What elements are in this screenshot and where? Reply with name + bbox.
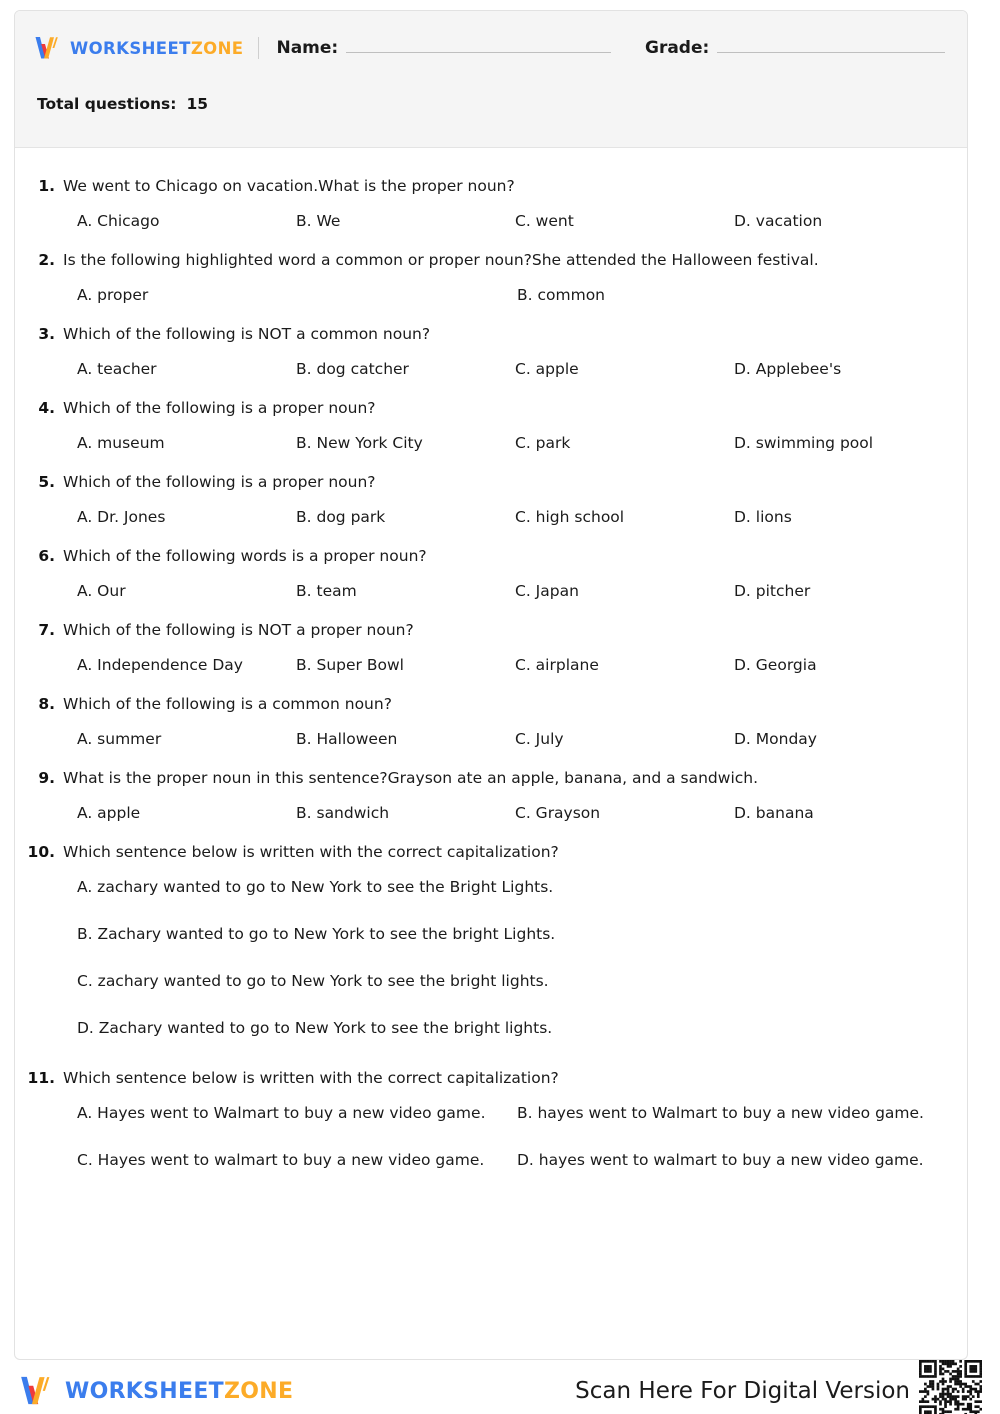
answer-option[interactable]: B. dog catcher xyxy=(296,360,409,378)
question-line xyxy=(15,1064,967,1092)
answer-option[interactable]: A. museum xyxy=(77,434,165,452)
answer-option[interactable]: D. lions xyxy=(734,508,792,526)
option-group xyxy=(15,506,967,528)
question-text: Which of the following is a proper noun? xyxy=(63,473,376,491)
footer-logo xyxy=(18,1374,293,1409)
name-input-line[interactable] xyxy=(346,39,611,53)
question-text: Which sentence below is written with the correct capitalization? xyxy=(63,1069,559,1087)
answer-option[interactable]: D. hayes went to walmart to buy a new video game. xyxy=(517,1151,924,1169)
answer-option[interactable]: A. Our xyxy=(77,582,126,600)
logo-word-zone: ZONE xyxy=(190,38,244,58)
question-block xyxy=(15,172,967,232)
question-block xyxy=(15,468,967,528)
question-block xyxy=(15,1064,967,1196)
option-group xyxy=(15,580,967,602)
answer-option[interactable]: C. went xyxy=(515,212,574,230)
answer-option[interactable]: C. Grayson xyxy=(515,804,601,822)
answer-option[interactable]: C. zachary wanted to go to New York to see the bright lights. xyxy=(77,972,549,990)
answer-option[interactable]: D. pitcher xyxy=(734,582,811,600)
answer-option[interactable]: A. Dr. Jones xyxy=(77,508,166,526)
question-block xyxy=(15,542,967,602)
question-line xyxy=(15,616,967,644)
answer-option[interactable]: A. Chicago xyxy=(77,212,160,230)
answer-option[interactable]: B. Super Bowl xyxy=(296,656,404,674)
answer-option[interactable]: B. New York City xyxy=(296,434,423,452)
question-line xyxy=(15,542,967,570)
question-text: We went to Chicago on vacation.What is the proper noun? xyxy=(63,177,515,195)
question-number: 8. xyxy=(38,695,55,713)
option-group xyxy=(15,1102,967,1196)
question-number: 6. xyxy=(38,547,55,565)
grade-label: Grade: xyxy=(645,38,710,58)
answer-option[interactable]: B. sandwich xyxy=(296,804,390,822)
worksheetzone-logo-icon xyxy=(33,35,63,62)
grade-field[interactable] xyxy=(645,38,945,58)
question-line xyxy=(15,764,967,792)
answer-option[interactable]: A. summer xyxy=(77,730,162,748)
answer-option[interactable]: D. Georgia xyxy=(734,656,817,674)
option-group xyxy=(15,432,967,454)
option-group xyxy=(15,728,967,750)
question-text: Is the following highlighted word a common or proper noun?She attended the Halloween festival. xyxy=(63,251,819,269)
answer-option[interactable]: D. swimming pool xyxy=(734,434,874,452)
qr-code-icon[interactable] xyxy=(919,1360,982,1414)
answer-option[interactable]: C. Hayes went to walmart to buy a new video game. xyxy=(77,1151,485,1169)
answer-option[interactable]: D. vacation xyxy=(734,212,823,230)
answer-option[interactable]: B. Zachary wanted to go to New York to see the bright Lights. xyxy=(77,925,556,943)
answer-option[interactable]: C. Japan xyxy=(515,582,579,600)
header-divider xyxy=(258,37,259,59)
question-line xyxy=(15,690,967,718)
option-group xyxy=(15,358,967,380)
header-top-row xyxy=(15,11,967,67)
scan-here-text: Scan Here For Digital Version xyxy=(575,1378,910,1404)
answer-option[interactable]: A. proper xyxy=(77,286,149,304)
question-line xyxy=(15,468,967,496)
question-number: 7. xyxy=(38,621,55,639)
question-text: Which sentence below is written with the correct capitalization? xyxy=(63,843,559,861)
questions-list xyxy=(15,148,967,1196)
option-group xyxy=(15,210,967,232)
question-line xyxy=(15,838,967,866)
option-group xyxy=(15,654,967,676)
answer-option[interactable]: B. Halloween xyxy=(296,730,398,748)
question-text: What is the proper noun in this sentence?Grayson ate an apple, banana, and a sandwich. xyxy=(63,769,759,787)
answer-option[interactable]: A. Independence Day xyxy=(77,656,243,674)
answer-option[interactable]: A. Hayes went to Walmart to buy a new video game. xyxy=(77,1104,486,1122)
worksheetzone-logo-icon xyxy=(18,1374,56,1409)
page-footer xyxy=(0,1368,1000,1414)
question-block xyxy=(15,690,967,750)
question-number: 5. xyxy=(38,473,55,491)
answer-option[interactable]: C. apple xyxy=(515,360,579,378)
question-text: Which of the following is NOT a proper noun? xyxy=(63,621,414,639)
answer-option[interactable]: D. banana xyxy=(734,804,814,822)
answer-option[interactable]: B. dog park xyxy=(296,508,386,526)
question-text: Which of the following is NOT a common noun? xyxy=(63,325,431,343)
answer-option[interactable]: D. Zachary wanted to go to New York to see the bright lights. xyxy=(77,1019,553,1037)
answer-option[interactable]: C. airplane xyxy=(515,656,599,674)
answer-option[interactable]: D. Applebee's xyxy=(734,360,842,378)
question-number: 3. xyxy=(38,325,55,343)
answer-option[interactable]: C. high school xyxy=(515,508,625,526)
question-line xyxy=(15,320,967,348)
footer-logo-text xyxy=(65,1379,293,1404)
total-questions-label: Total questions: xyxy=(37,95,177,113)
question-block xyxy=(15,394,967,454)
total-questions-row xyxy=(15,67,967,113)
question-number: 4. xyxy=(38,399,55,417)
question-block xyxy=(15,320,967,380)
logo-word-worksheet: WORKSHEET xyxy=(70,38,191,58)
question-text: Which of the following is a proper noun? xyxy=(63,399,376,417)
question-block xyxy=(15,764,967,824)
question-number: 10. xyxy=(27,843,55,861)
answer-option[interactable]: C. July xyxy=(515,730,564,748)
answer-option[interactable]: D. Monday xyxy=(734,730,817,748)
grade-input-line[interactable] xyxy=(717,39,945,53)
answer-option[interactable]: B. common xyxy=(517,286,605,304)
option-group xyxy=(15,284,967,306)
option-group xyxy=(15,876,967,1039)
question-line xyxy=(15,394,967,422)
answer-option[interactable]: B. team xyxy=(296,582,357,600)
total-questions-count: 15 xyxy=(186,95,209,113)
answer-option[interactable]: A. teacher xyxy=(77,360,157,378)
answer-option[interactable]: A. apple xyxy=(77,804,141,822)
logo-word-worksheet: WORKSHEET xyxy=(65,1378,224,1404)
question-number: 11. xyxy=(27,1069,55,1087)
question-line xyxy=(15,246,967,274)
answer-option[interactable]: B. hayes went to Walmart to buy a new video game. xyxy=(517,1104,924,1122)
question-number: 1. xyxy=(38,177,55,195)
question-text: Which of the following words is a proper noun? xyxy=(63,547,427,565)
question-number: 9. xyxy=(38,769,55,787)
logo-word-zone: ZONE xyxy=(223,1378,294,1404)
name-label: Name: xyxy=(276,38,339,58)
worksheet-card xyxy=(14,10,968,1360)
answer-option[interactable]: C. park xyxy=(515,434,571,452)
answer-option[interactable]: A. zachary wanted to go to New York to see the Bright Lights. xyxy=(77,878,554,896)
worksheetzone-logo-text xyxy=(70,39,243,58)
option-group xyxy=(15,802,967,824)
question-block xyxy=(15,616,967,676)
question-number: 2. xyxy=(38,251,55,269)
answer-option[interactable]: B. We xyxy=(296,212,341,230)
name-field[interactable] xyxy=(276,38,611,58)
question-line xyxy=(15,172,967,200)
question-text: Which of the following is a common noun? xyxy=(63,695,392,713)
question-block xyxy=(15,246,967,306)
question-block xyxy=(15,838,967,1039)
worksheet-header xyxy=(15,11,967,148)
